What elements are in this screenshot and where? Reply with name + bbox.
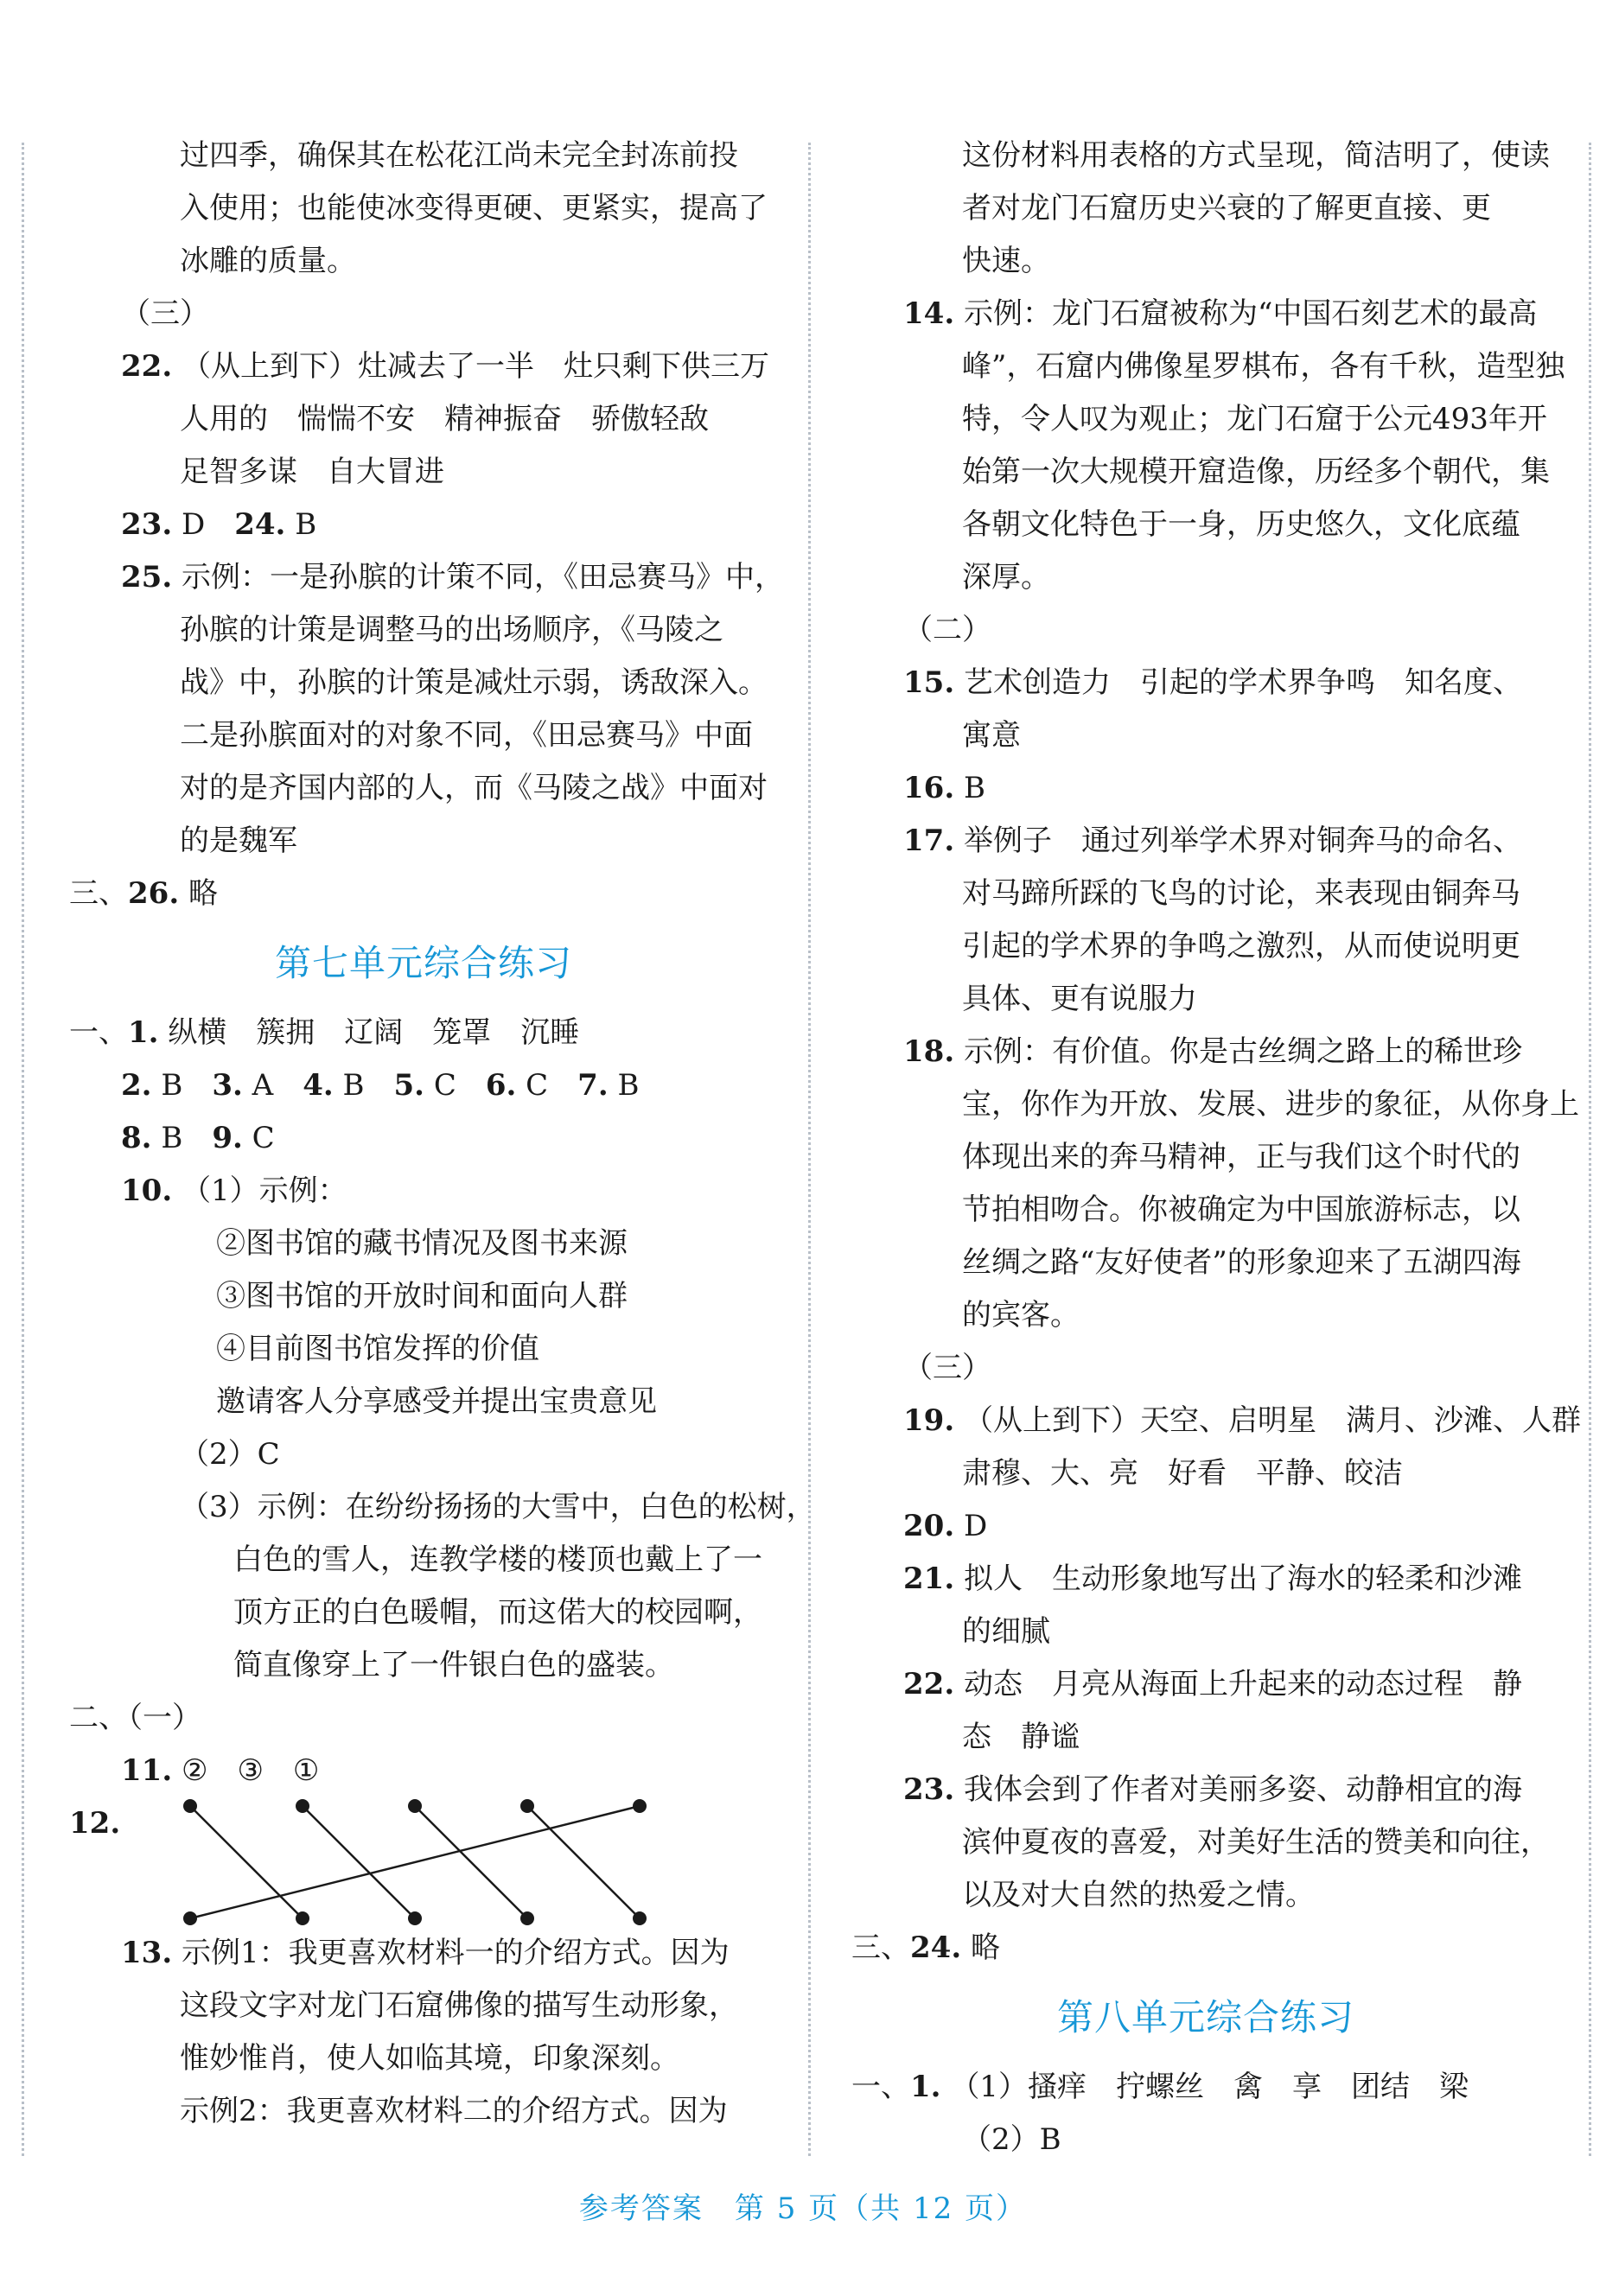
match-dot bbox=[408, 1911, 422, 1925]
text-line: 特，令人叹为观止；龙门石窟于公元493年开 bbox=[962, 402, 1547, 436]
text-line: 入使用；也能使冰变得更硬、更紧实，提高了 bbox=[180, 191, 768, 226]
match-dot bbox=[520, 1799, 534, 1813]
question-20: 20. D bbox=[903, 1509, 988, 1543]
text-line: 深厚。 bbox=[962, 560, 1050, 595]
questions-2-7: 2. B 3. A 4. B 5. C 6. C 7. B bbox=[121, 1068, 640, 1103]
left-margin-divider bbox=[22, 143, 24, 2156]
text-line: 对马蹄所踩的飞鸟的讨论，来表现由铜奔马 bbox=[962, 876, 1520, 911]
text-line: 节拍相吻合。你被确定为中国旅游标志，以 bbox=[962, 1193, 1520, 1227]
text-line: 峰”，石窟内佛像星罗棋布，各有千秋，造型独 bbox=[962, 349, 1565, 384]
text-line: 过四季，确保其在松花江尚未完全封冻前投 bbox=[180, 138, 738, 173]
question-10: 10. （1）示例： bbox=[121, 1173, 347, 1208]
questions-8-9: 8. B 9. C bbox=[121, 1121, 275, 1155]
text-line: 滨仲夏夜的喜爱，对美好生活的赞美和向往， bbox=[962, 1825, 1550, 1860]
text-line: 宝，你作为开放、发展、进步的象征，从你身上 bbox=[962, 1087, 1579, 1122]
section-heading: （二） bbox=[903, 613, 991, 647]
question-23-24: 23. D 24. B bbox=[121, 507, 317, 542]
question-23: 23. 我体会到了作者对美丽多姿、动静相宜的海 bbox=[903, 1772, 1522, 1807]
text-line: 态 静谧 bbox=[962, 1720, 1080, 1754]
text-line: 白色的雪人，连教学楼的楼顶也戴上了一 bbox=[233, 1542, 762, 1577]
question-25: 25. 示例：一是孙膑的计策不同，《田忌赛马》中， bbox=[121, 560, 784, 595]
match-dot bbox=[633, 1799, 647, 1813]
text-line: 邀请客人分享感受并提出宝贵意见 bbox=[216, 1384, 657, 1419]
text-line: 二是孙膑面对的对象不同，《田忌赛马》中面 bbox=[180, 718, 753, 753]
text-line: 的宾客。 bbox=[962, 1298, 1080, 1332]
question-1: 一、1. （1）搔痒 拧螺丝 禽 享 团结 梁 bbox=[851, 2070, 1469, 2104]
text-line: 顶方正的白色暖帽，而这偌大的校园啊， bbox=[233, 1595, 762, 1630]
text-line: 足智多谋 自大冒进 bbox=[180, 455, 444, 489]
question-22: 22. 动态 月亮从海面上升起来的动态过程 静 bbox=[903, 1667, 1522, 1701]
matching-diagram bbox=[138, 1797, 743, 1936]
match-line bbox=[190, 1806, 640, 1918]
question-17: 17. 举例子 通过列举学术界对铜奔马的命名、 bbox=[903, 824, 1522, 858]
text-line: 对的是齐国内部的人，而《马陵之战》中面对 bbox=[180, 771, 768, 805]
text-line: 这段文字对龙门石窟佛像的描写生动形象， bbox=[180, 1988, 738, 2023]
section-heading: （三） bbox=[903, 1351, 991, 1385]
left-column bbox=[69, 130, 816, 2138]
match-dot bbox=[633, 1911, 647, 1925]
text-line: 寓意 bbox=[962, 718, 1021, 753]
text-line: 丝绸之路“友好使者”的形象迎来了五湖四海 bbox=[962, 1245, 1521, 1280]
unit-7-title: 第七单元综合练习 bbox=[274, 942, 572, 984]
text-line: 肃穆、大、亮 好看 平静、皎洁 bbox=[962, 1456, 1403, 1491]
text-line: 各朝文化特色于一身，历史悠久，文化底蕴 bbox=[962, 507, 1520, 542]
text-line: 战》中，孙膑的计策是减灶示弱，诱敌深入。 bbox=[180, 665, 768, 700]
text-line: 人用的 惴惴不安 精神振奋 骄傲轻敌 bbox=[180, 402, 709, 436]
right-margin-divider bbox=[1589, 143, 1591, 2156]
right-column bbox=[851, 130, 1581, 2166]
page-footer: 参考答案 第 5 页（共 12 页） bbox=[578, 2191, 1028, 2226]
question-21: 21. 拟人 生动形象地写出了海水的轻柔和沙滩 bbox=[903, 1561, 1522, 1596]
text-line: ③图书馆的开放时间和面向人群 bbox=[216, 1279, 628, 1313]
text-line: 这份材料用表格的方式呈现，简洁明了，使读 bbox=[962, 138, 1550, 173]
text-line: （2）B bbox=[962, 2122, 1061, 2157]
question-13: 13. 示例1：我更喜欢材料一的介绍方式。因为 bbox=[121, 1936, 730, 1970]
text-line: 者对龙门石窟历史兴衰的了解更直接、更 bbox=[962, 191, 1491, 226]
match-dot bbox=[183, 1799, 197, 1813]
text-line: 示例2：我更喜欢材料二的介绍方式。因为 bbox=[180, 2094, 728, 2128]
match-line bbox=[303, 1806, 415, 1918]
text-line: ④目前图书馆发挥的价值 bbox=[216, 1332, 539, 1366]
text-line: 具体、更有说服力 bbox=[962, 982, 1197, 1016]
question-22: 22. （从上到下）灶减去了一半 灶只剩下供三万 bbox=[121, 349, 769, 384]
question-26: 三、26. 略 bbox=[69, 876, 218, 911]
match-line bbox=[190, 1806, 303, 1918]
text-line: 以及对大自然的热爱之情。 bbox=[962, 1878, 1315, 1912]
section-heading: （三） bbox=[121, 296, 209, 331]
section-heading: 二、（一） bbox=[69, 1701, 201, 1735]
match-dot bbox=[183, 1911, 197, 1925]
text-line: 引起的学术界的争鸣之激烈，从而使说明更 bbox=[962, 929, 1520, 964]
text-line: 的是魏军 bbox=[180, 824, 297, 858]
text-line: 惟妙惟肖，使人如临其境，印象深刻。 bbox=[180, 2041, 679, 2076]
unit-8-title: 第八单元综合练习 bbox=[1056, 1996, 1354, 2038]
text-line: 始第一次大规模开窟造像，历经多个朝代，集 bbox=[962, 455, 1550, 489]
text-line: （3）示例：在纷纷扬扬的大雪中，白色的松树， bbox=[180, 1490, 816, 1524]
text-line: 的细腻 bbox=[962, 1614, 1050, 1649]
center-divider bbox=[808, 143, 811, 2156]
question-19: 19. （从上到下）天空、启明星 满月、沙滩、人群 bbox=[903, 1403, 1581, 1438]
text-line: 冰雕的质量。 bbox=[180, 244, 356, 278]
question-16: 16. B bbox=[903, 771, 985, 805]
match-dot bbox=[408, 1799, 422, 1813]
text-line: 快速。 bbox=[962, 244, 1050, 278]
text-line: 简直像穿上了一件银白色的盛装。 bbox=[233, 1648, 674, 1682]
match-line bbox=[527, 1806, 640, 1918]
match-dot bbox=[296, 1799, 309, 1813]
question-24: 三、24. 略 bbox=[851, 1930, 1000, 1965]
text-line: （2）C bbox=[180, 1437, 280, 1472]
match-dot bbox=[520, 1911, 534, 1925]
question-18: 18. 示例：有价值。你是古丝绸之路上的稀世珍 bbox=[903, 1034, 1522, 1069]
text-line: 体现出来的奔马精神，正与我们这个时代的 bbox=[962, 1140, 1520, 1174]
question-14: 14. 示例：龙门石窟被称为“中国石刻艺术的最高 bbox=[903, 296, 1538, 331]
text-line: ②图书馆的藏书情况及图书来源 bbox=[216, 1226, 628, 1261]
question-12: 12. bbox=[69, 1797, 778, 1927]
question-15: 15. 艺术创造力 引起的学术界争鸣 知名度、 bbox=[903, 665, 1522, 700]
text-line: 孙膑的计策是调整马的出场顺序，《马陵之 bbox=[180, 613, 723, 647]
question-1: 一、1. 纵横 簇拥 辽阔 笼罩 沉睡 bbox=[69, 1015, 580, 1050]
question-11: 11. ② ③ ① bbox=[121, 1753, 320, 1788]
match-line bbox=[415, 1806, 527, 1918]
match-dot bbox=[296, 1911, 309, 1925]
